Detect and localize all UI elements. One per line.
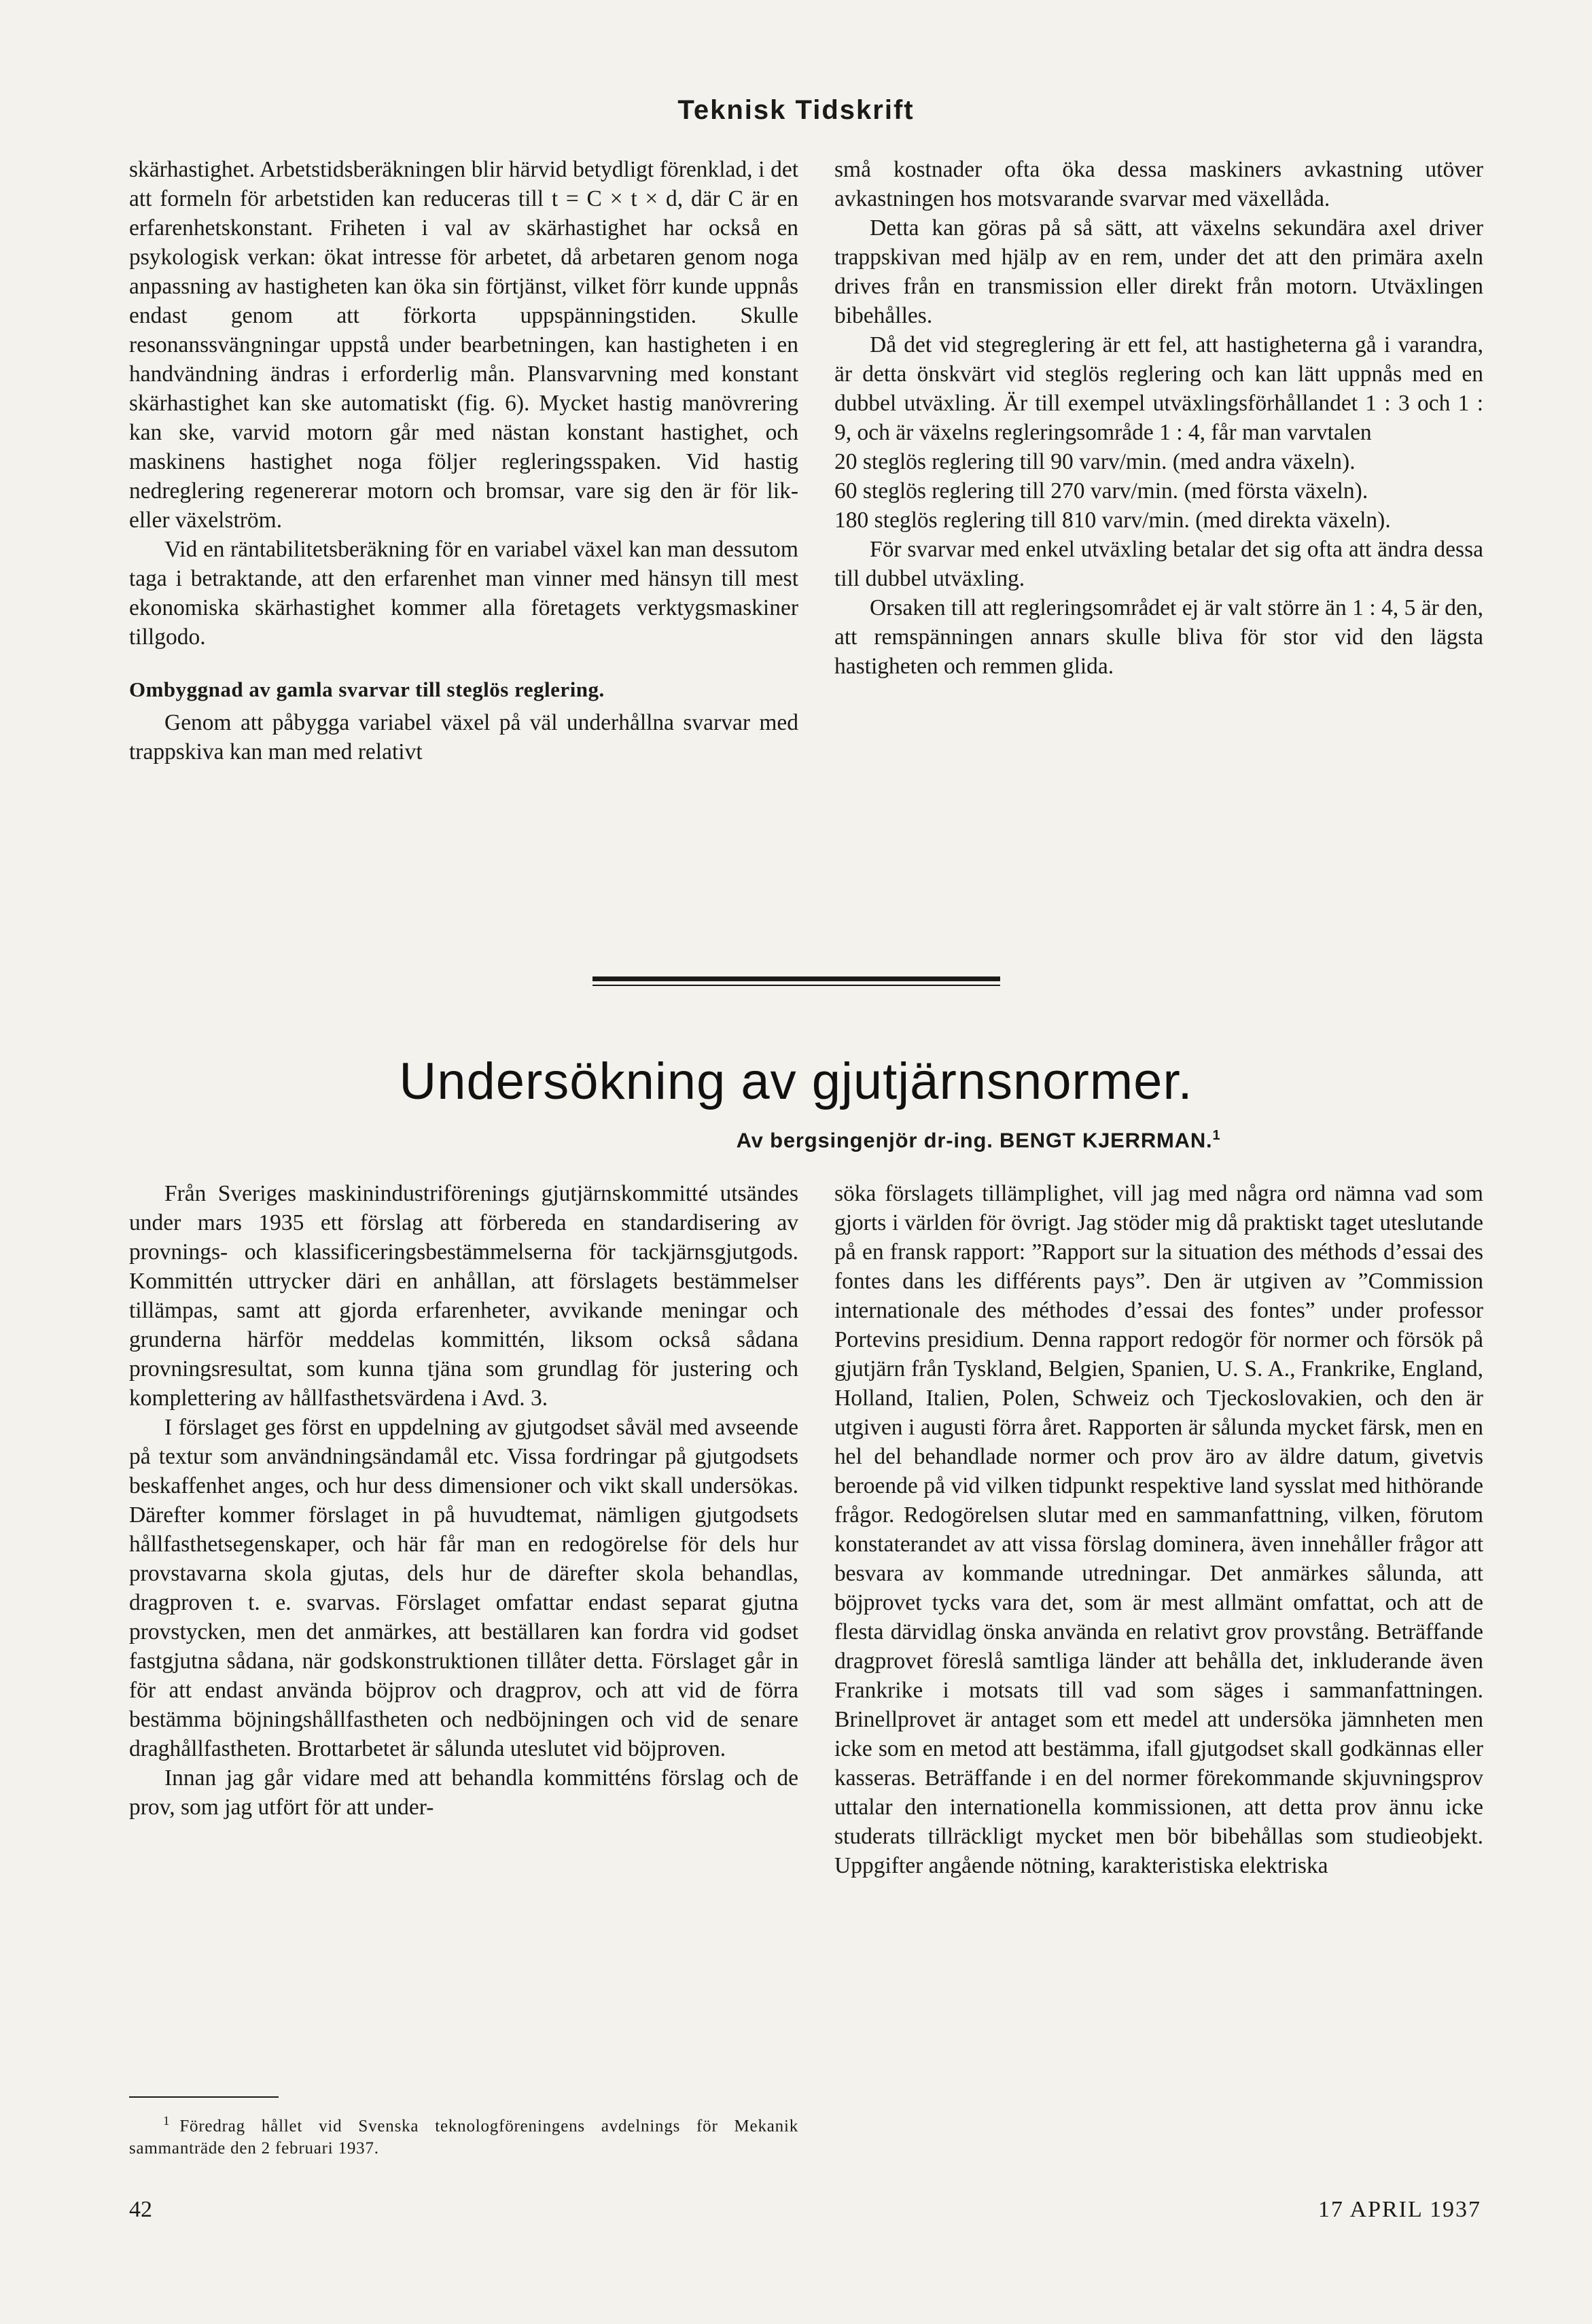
section-divider xyxy=(592,976,1000,986)
byline-text: Av bergsingenjör dr-ing. BENGT KJERRMAN. xyxy=(736,1128,1213,1152)
section-subheading: Ombyggnad av gamla svarvar till steglös reglering. xyxy=(129,677,605,701)
footnote-text: Föredrag hållet vid Svenska teknologföreningens avdelnings för Mekanik sammanträde den 2 februari 1937. xyxy=(129,2117,798,2158)
divider-thick-line xyxy=(592,976,1000,981)
paragraph: Genom att påbygga variabel växel på väl underhållna svarvar med trappskiva kan man med relativt xyxy=(129,710,798,764)
running-head: Teknisk Tidskrift xyxy=(677,95,915,125)
byline xyxy=(469,1128,1488,1152)
paragraph: små kostnader ofta öka dessa maskiners avkastning utöver avkastningen hos motsvarande svarvar med växellåda. xyxy=(834,157,1483,211)
bottom-left-column xyxy=(129,1179,798,1822)
paragraph: söka förslagets tillämplighet, vill jag med några ord nämna vad som gjorts i världen för övrigt. Jag stöder mig då praktiskt taget uteslutande på en fransk rapport: ”Rapport sur la situation des méthods d’essai des fontes dans les différents pays”. Den är utgiven av ”Commission internationale des méthodes d’essai des fontes” under professor Portevins presidium. Denna rapport redogör för normer och försök på gjutjärn från Tyskland, Belgien, Spanien, U. S. A., Frankrike, England, Holland, Italien, Polen, Schweiz och Tjeckoslovakien, och den är utgiven i augusti förra året. Rapporten är sålunda mycket färsk, men en hel del behandlade normer och prov äro av äldre datum, givetvis beroende på vid vilken tidpunkt respektive land sysslat med hithörande frågor. Redogörelsen slutar med en sammanfattning, vilken, förutom konstaterandet av att vissa förslag dominera, även innehåller frågor att besvara av kommande utredningar. Det anmärkes sålunda, att böjprovet tycks vara det, som är mest allmänt omfattat, och att de flesta därvidlag önska använda en relativt grov provstång. Beträffande dragprovet föreslå samtliga länder att behålla det, inkluderande även Frankrike i motsats till vad som säges i sammanfattningen. Brinellprovet är antaget som ett medel att undersöka jämnheten men icke som en metod att bestämma, ifall gjutgodset skall godkännas eller kasseras. Beträffande i en del normer förekommande skjuvningsprov uttalar den internationella kommissionen, att detta prov ännu icke studerats tillräckligt mycket men bör bibehållas som studieobjekt. Uppgifter angående nötning, karakteristiska elektriska xyxy=(834,1181,1483,1878)
article-title: Undersökning av gjutjärnsnormer. xyxy=(399,1053,1193,1110)
paragraph: I förslaget ges först en uppdelning av gjutgodset såväl med avseende på textur som användningsändamål etc. Vissa fordringar på gjutgodsets beskaffenhet anges, och hur dess dimensioner och vikt skall undersökas. Därefter kommer förslaget in på huvudtemat, nämligen gjutgodsets hållfasthetsegenskaper, och här får man en redogörelse för dels hur provstavarna skola gjutas, dels hur de därefter skola behandlas, dragproven t. e. svarvas. Förslaget omfattar endast separat gjutna provstycken, men det anmärkes, att beställaren kan fordra vid godset fastgjutna sådana, när godskonstruktionen tillåter detta. Förslaget går in för att endast använda böjprov och dragprov, och att vid de förra bestämma böjningshållfastheten och nedböjningen och vid de senare draghållfastheten. Brottarbetet är sålunda uteslutet vid böjproven. xyxy=(129,1415,798,1761)
footnote-rule xyxy=(129,2096,279,2098)
footnote xyxy=(129,2110,798,2160)
speed-list-item: 180 steglös reglering till 810 varv/min. (med direkta växeln). xyxy=(834,508,1391,533)
paragraph: Vid en räntabilitetsberäkning för en variabel växel kan man dessutom taga i betraktande, att den erfarenhet man vinner med hänsyn till mest ekonomiska skärhastighet kommer alla företagets verktygsmaskiner tillgodo. xyxy=(129,537,798,650)
top-left-column xyxy=(129,155,798,767)
footnote-mark: 1 xyxy=(163,2114,171,2128)
top-right-column xyxy=(834,155,1483,681)
paragraph: Från Sveriges maskinindustriförenings gjutjärnskommitté utsändes under mars 1935 ett förslag att förbereda en standardisering av provnings- och klassificeringsbestämmelserna för tackjärnsgjutgods. Kommittén uttrycker däri en anhållan, att förslagets bestämmelser tillämpas, samt att gjorda erfarenheter, avvikande meningar och grunderna härför meddelas kommittén, liksom också sådana provningsresultat, som kunna tjäna som grundlag för justering och komplettering av hållfasthetsvärdena i Avd. 3. xyxy=(129,1181,798,1411)
paragraph: Innan jag går vidare med att behandla kommitténs förslag och de prov, som jag utfört för att under- xyxy=(129,1765,798,1820)
paragraph: Då det vid stegreglering är ett fel, att hastigheterna gå i varandra, är detta önskvärt vid steglös reglering och kan lätt uppnås med en dubbel utväxling. Är till exempel utväxlingsförhållandet 1 : 3 och 1 : 9, och är växelns regleringsområde 1 : 4, får man varvtalen xyxy=(834,332,1483,445)
paragraph: För svarvar med enkel utväxling betalar det sig ofta att ändra dessa till dubbel utväxling. xyxy=(834,537,1483,591)
bottom-right-column xyxy=(834,1179,1483,1880)
divider-thin-line xyxy=(592,985,1000,986)
speed-list-item: 20 steglös reglering till 90 varv/min. (med andra växeln). xyxy=(834,449,1356,474)
issue-date: 17 APRIL 1937 xyxy=(1317,2197,1481,2222)
speed-list-item: 60 steglös reglering till 270 varv/min. (med första växeln). xyxy=(834,478,1368,504)
paragraph: Orsaken till att regleringsområdet ej är valt större än 1 : 4, 5 är den, att remspänningen annars skulle bliva för stor vid den lägsta hastigheten och remmen glida. xyxy=(834,595,1483,679)
footnote-reference: 1 xyxy=(1212,1128,1221,1143)
page-number: 42 xyxy=(129,2197,152,2222)
paragraph: Detta kan göras på så sätt, att växelns sekundära axel driver trappskivan med hjälp av en rem, under det att den primära axeln drives från en transmission eller direkt från motorn. Utväxlingen bibehålles. xyxy=(834,215,1483,328)
paragraph: skärhastighet. Arbetstidsberäkningen blir härvid betydligt förenklad, i det att formeln för arbetstiden kan reduceras till t = C × t × d, där C är en erfarenhetskonstant. Friheten i val av skärhastighet har också en psykologisk verkan: ökat intresse för arbetet, då arbetaren genom noga anpassning av hastigheten kan öka sin förtjänst, vilket förr kunde uppnås endast genom att förkorta uppspänningstiden. Skulle resonanssvängningar uppstå under bearbetningen, kan hastigheten i en handvändning ändras i erforderlig mån. Plansvarvning med konstant skärhastighet kan ske automatiskt (fig. 6). Mycket hastig manövrering kan ske, varvid motorn går med nästan konstant hastighet, och maskinens hastighet noga följer regleringsspaken. Vid hastig nedreglering regenererar motorn och bromsar, vare sig den är för lik- eller växelström. xyxy=(129,157,798,533)
